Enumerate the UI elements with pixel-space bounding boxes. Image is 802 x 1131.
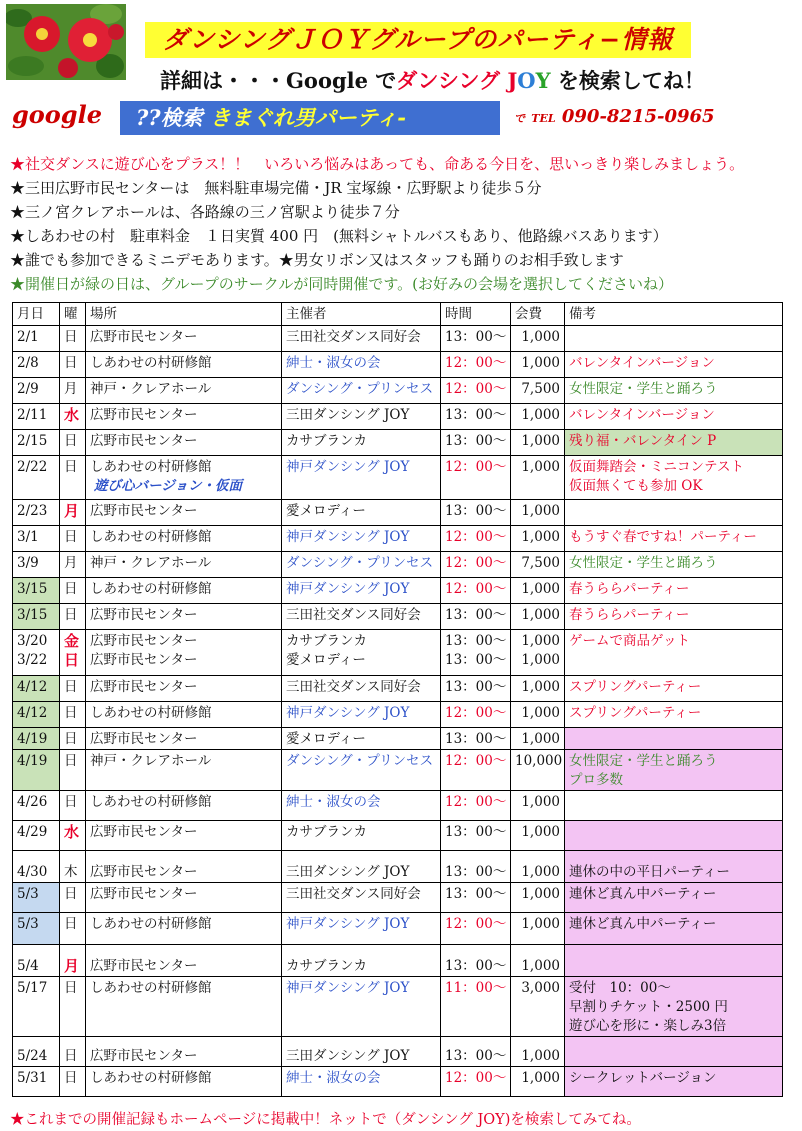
cell-time: 12：00～ <box>441 352 511 378</box>
cell-place: 広野市民センター <box>86 404 282 430</box>
cell-line: 金 <box>64 632 80 650</box>
cell-day: 日 <box>60 526 86 552</box>
table-row <box>13 883 783 913</box>
cell-place: 広野市民センター <box>86 604 282 630</box>
cell-line: 広野市民センター <box>90 633 198 649</box>
tel-label: TEL <box>531 112 556 125</box>
cell-organizer: 神戸ダンシング JOY <box>282 977 441 1037</box>
table-row <box>13 676 783 702</box>
cell-fee: 1,000 <box>511 1037 565 1067</box>
col-organizer: 主催者 <box>282 303 441 326</box>
cell-fee: 1,000 <box>511 883 565 913</box>
cell-organizer: 三田社交ダンス同好会 <box>282 604 441 630</box>
note-item: ★三田広野市民センターは 無料駐車場完備・JR 宝塚線・広野駅より徒歩５分 <box>10 179 542 197</box>
cell-time: 12：00～ <box>441 913 511 945</box>
cell-note <box>565 821 783 851</box>
cell-organizer: 紳士・淑女の会 <box>282 1067 441 1097</box>
cell-date: 3/15 <box>13 604 60 630</box>
note-item: ★しあわせの村 駐車料金 １日実質 400 円 (無料シャトルバスもあり、他路線バスあります） <box>10 227 668 245</box>
cell-note: 残り福・バレンタイン P <box>565 430 783 456</box>
search-tail: で <box>514 112 525 125</box>
cell-day: 月 <box>60 552 86 578</box>
cell-organizer: 神戸ダンシング JOY <box>282 702 441 728</box>
col-fee: 会費 <box>511 303 565 326</box>
cell-place: しあわせの村研修館 <box>86 702 282 728</box>
cell-place: 広野市民センター <box>86 1037 282 1067</box>
cell-place: しあわせの村研修館 <box>86 578 282 604</box>
table-row <box>13 728 783 750</box>
cell-day: 日 <box>60 456 86 500</box>
cell-organizer: 神戸ダンシング JOY <box>282 913 441 945</box>
cell-time: 13：00～ <box>441 604 511 630</box>
cell-time: 13：00～ <box>441 500 511 526</box>
cell-date: 4/19 <box>13 750 60 791</box>
cell-date <box>13 630 60 676</box>
cell-organizer: 神戸ダンシング JOY <box>282 526 441 552</box>
cell-day: 日 <box>60 604 86 630</box>
cell-organizer: ダンシング・プリンセス <box>282 552 441 578</box>
cell-organizer: カサブランカ <box>282 430 441 456</box>
cell-line: 愛メロディー <box>286 652 366 668</box>
table-row <box>13 456 783 500</box>
table-row <box>13 352 783 378</box>
cell-place: 広野市民センター <box>86 326 282 352</box>
cell-note <box>565 1037 783 1067</box>
cell-place: 広野市民センター <box>86 883 282 913</box>
cell-place: 広野市民センター <box>86 851 282 883</box>
cell-time: 12：00～ <box>441 378 511 404</box>
col-place: 場所 <box>86 303 282 326</box>
table-row <box>13 1037 783 1067</box>
footer-note: ★これまでの開催記録もホームページに掲載中！ネットで（ダンシング JOY)を検索してみてね。 <box>10 1112 641 1128</box>
cell-note <box>565 750 783 791</box>
cell-line: プロ多数 <box>569 772 623 788</box>
cell-place: しあわせの村研修館 <box>86 791 282 821</box>
cell-day: 月 <box>60 945 86 977</box>
table-header-row <box>13 303 783 326</box>
cell-day <box>60 630 86 676</box>
cell-line: 1,000 <box>521 652 560 668</box>
cell-note: 春うららパーティー <box>565 578 783 604</box>
cell-time: 12：00～ <box>441 456 511 500</box>
cell-line: 早割りチケット・2500 円 <box>569 999 728 1015</box>
cell-day: 日 <box>60 913 86 945</box>
cell-place: 神戸・クレアホール <box>86 750 282 791</box>
cell-day: 水 <box>60 404 86 430</box>
cell-place: しあわせの村研修館 <box>86 977 282 1037</box>
cell-date: 5/17 <box>13 977 60 1037</box>
cell-date: 5/3 <box>13 883 60 913</box>
instruction-y: Y <box>535 68 551 93</box>
cell-time: 13：00～ <box>441 326 511 352</box>
cell-place: しあわせの村研修館 <box>86 1067 282 1097</box>
cell-date: 5/24 <box>13 1037 60 1067</box>
cell-date: 2/23 <box>13 500 60 526</box>
page-title: ダンシングＪＯＹグループのパーティ−情報 <box>145 22 691 58</box>
cell-fee: 1,000 <box>511 326 565 352</box>
cell-note <box>565 728 783 750</box>
table-row <box>13 404 783 430</box>
table-row <box>13 977 783 1037</box>
col-note: 備考 <box>565 303 783 326</box>
table-row <box>13 750 783 791</box>
cell-note: ゲームで商品ゲット <box>565 630 783 676</box>
cell-time: 13：00～ <box>441 430 511 456</box>
cell-place: しあわせの村研修館 <box>86 352 282 378</box>
cell-fee: 1,000 <box>511 430 565 456</box>
cell-fee: 1,000 <box>511 851 565 883</box>
col-day: 曜 <box>60 303 86 326</box>
note-item: ★開催日が緑の日は、グループのサークルが同時開催です。(お好みの会場を選択してくださいね） <box>10 275 674 293</box>
instruction-prefix: 詳細は・・・Google で <box>160 68 397 93</box>
cell-fee: 1,000 <box>511 728 565 750</box>
cell-date: 5/4 <box>13 945 60 977</box>
cell-date: 3/9 <box>13 552 60 578</box>
cell-line: 13：00～ <box>445 652 507 668</box>
cell-day: 日 <box>60 728 86 750</box>
cell-fee: 7,500 <box>511 552 565 578</box>
cell-fee: 1,000 <box>511 676 565 702</box>
cell-fee: 1,000 <box>511 913 565 945</box>
cell-note: 連休の中の平日パーティー <box>565 851 783 883</box>
search-keyword: きまぐれ男パーティ- <box>209 105 406 130</box>
instruction-suffix: を検索してね！ <box>557 68 705 93</box>
cell-note: 連休ど真ん中パーティー <box>565 883 783 913</box>
cell-date: 5/3 <box>13 913 60 945</box>
note-item: ★三ノ宮クレアホールは、各路線の三ノ宮駅より徒歩７分 <box>10 203 400 221</box>
cell-day: 日 <box>60 430 86 456</box>
cell-note: スプリングパーティー <box>565 676 783 702</box>
cell-day: 水 <box>60 821 86 851</box>
cell-note: 連休ど真ん中パーティー <box>565 913 783 945</box>
cell-date: 2/9 <box>13 378 60 404</box>
cell-time: 12：00～ <box>441 1067 511 1097</box>
table-row <box>13 604 783 630</box>
cell-organizer: 三田ダンシング JOY <box>282 404 441 430</box>
cell-line: 3/20 <box>17 633 48 649</box>
cell-fee: 1,000 <box>511 526 565 552</box>
cell-note <box>565 945 783 977</box>
table-row <box>13 500 783 526</box>
cell-note: 女性限定・学生と踊ろう <box>565 552 783 578</box>
cell-day: 月 <box>60 378 86 404</box>
cell-place: しあわせの村研修館 <box>86 913 282 945</box>
table-row <box>13 851 783 883</box>
col-date: 月日 <box>13 303 60 326</box>
table-row <box>13 526 783 552</box>
instruction-keyword: ダンシング <box>396 68 501 93</box>
cell-date: 2/15 <box>13 430 60 456</box>
cell-line: しあわせの村研修館 <box>90 459 212 475</box>
cell-time: 12：00～ <box>441 791 511 821</box>
search-box <box>120 101 500 135</box>
cell-line: 受付 10：00～ <box>569 980 671 996</box>
cell-note <box>565 977 783 1037</box>
cell-line: 1,000 <box>521 633 560 649</box>
cell-time: 13：00～ <box>441 945 511 977</box>
cell-place <box>86 456 282 500</box>
cell-line: 3/22 <box>17 652 48 668</box>
table-row <box>13 630 783 676</box>
cell-date: 2/11 <box>13 404 60 430</box>
cell-day: 日 <box>60 702 86 728</box>
cell-time: 13：00～ <box>441 1037 511 1067</box>
cell-organizer: 愛メロディー <box>282 500 441 526</box>
table-row <box>13 791 783 821</box>
cell-line: 遊び心バージョン・仮面 <box>94 478 242 494</box>
cell-organizer: 神戸ダンシング JOY <box>282 456 441 500</box>
tel-number: 090-8215-0965 <box>561 106 715 127</box>
cell-time: 12：00～ <box>441 702 511 728</box>
phone-contact <box>514 106 715 127</box>
instruction-j: J <box>507 68 518 93</box>
google-label: google <box>12 100 102 129</box>
cell-date: 4/29 <box>13 821 60 851</box>
cell-date: 2/8 <box>13 352 60 378</box>
cell-time: 12：00～ <box>441 552 511 578</box>
cell-fee <box>511 630 565 676</box>
cell-organizer: 神戸ダンシング JOY <box>282 578 441 604</box>
cell-day: 日 <box>60 791 86 821</box>
cell-organizer: 三田ダンシング JOY <box>282 851 441 883</box>
table-row <box>13 821 783 851</box>
cell-fee: 10,000 <box>511 750 565 791</box>
cell-date: 4/26 <box>13 791 60 821</box>
cell-line: 遊び心を形に・楽しみ3倍 <box>569 1018 727 1034</box>
cell-place <box>86 630 282 676</box>
instruction-o: O <box>517 68 536 93</box>
cell-place: 神戸・クレアホール <box>86 552 282 578</box>
cell-organizer: 紳士・淑女の会 <box>282 791 441 821</box>
cell-time: 13：00～ <box>441 676 511 702</box>
table-row <box>13 913 783 945</box>
table-row <box>13 578 783 604</box>
cell-note: 春うららパーティー <box>565 604 783 630</box>
cell-date: 4/19 <box>13 728 60 750</box>
col-time: 時間 <box>441 303 511 326</box>
cell-place: 広野市民センター <box>86 500 282 526</box>
cell-fee: 1,000 <box>511 352 565 378</box>
cell-place: 広野市民センター <box>86 821 282 851</box>
cell-organizer: ダンシング・プリンセス <box>282 750 441 791</box>
cell-organizer: ダンシング・プリンセス <box>282 378 441 404</box>
cell-date: 4/12 <box>13 676 60 702</box>
cell-date: 2/22 <box>13 456 60 500</box>
cell-line: 女性限定・学生と踊ろう <box>569 753 718 769</box>
cell-time: 11：00～ <box>441 977 511 1037</box>
cell-day: 日 <box>60 578 86 604</box>
cell-note <box>565 791 783 821</box>
cell-fee: 1,000 <box>511 702 565 728</box>
cell-date: 3/15 <box>13 578 60 604</box>
cell-place: 神戸・クレアホール <box>86 378 282 404</box>
cell-date: 5/31 <box>13 1067 60 1097</box>
cell-fee: 1,000 <box>511 945 565 977</box>
cell-fee: 3,000 <box>511 977 565 1037</box>
cell-time: 12：00～ <box>441 750 511 791</box>
cell-time: 13：00～ <box>441 821 511 851</box>
cell-fee: 1,000 <box>511 1067 565 1097</box>
cell-place: 広野市民センター <box>86 430 282 456</box>
cell-fee: 1,000 <box>511 578 565 604</box>
cell-note: シークレットバージョン <box>565 1067 783 1097</box>
cell-time: 13：00～ <box>441 851 511 883</box>
cell-day: 木 <box>60 851 86 883</box>
cell-day: 日 <box>60 977 86 1037</box>
cell-day: 日 <box>60 883 86 913</box>
cell-note <box>565 456 783 500</box>
table-row <box>13 552 783 578</box>
cell-fee: 1,000 <box>511 821 565 851</box>
cell-line: 日 <box>64 651 80 669</box>
cell-fee: 1,000 <box>511 500 565 526</box>
search-query-mark: ??検索 <box>136 105 203 130</box>
notes-list <box>10 152 800 296</box>
cell-fee: 7,500 <box>511 378 565 404</box>
cell-time: 13：00～ <box>441 404 511 430</box>
cell-note <box>565 326 783 352</box>
table-row <box>13 945 783 977</box>
cell-organizer: 愛メロディー <box>282 728 441 750</box>
cell-note: スプリングパーティー <box>565 702 783 728</box>
table-row <box>13 1067 783 1097</box>
cell-line: 仮面無くても参加 OK <box>569 478 703 494</box>
table-row <box>13 378 783 404</box>
cell-time: 13：00～ <box>441 728 511 750</box>
cell-place: しあわせの村研修館 <box>86 526 282 552</box>
cell-note: 女性限定・学生と踊ろう <box>565 378 783 404</box>
cell-place: 広野市民センター <box>86 676 282 702</box>
cell-time: 12：00～ <box>441 526 511 552</box>
cell-day: 日 <box>60 676 86 702</box>
cell-fee: 1,000 <box>511 791 565 821</box>
cell-organizer: カサブランカ <box>282 821 441 851</box>
cell-date: 4/30 <box>13 851 60 883</box>
cell-organizer: 三田社交ダンス同好会 <box>282 883 441 913</box>
table-row <box>13 702 783 728</box>
cell-day: 月 <box>60 500 86 526</box>
cell-day: 日 <box>60 1037 86 1067</box>
cell-day: 日 <box>60 750 86 791</box>
cell-note: バレンタインバージョン <box>565 404 783 430</box>
cell-time: 12：00～ <box>441 578 511 604</box>
schedule-table <box>12 302 783 1097</box>
cell-date: 2/1 <box>13 326 60 352</box>
cell-note: バレンタインバージョン <box>565 352 783 378</box>
cell-line: 仮面舞踏会・ミニコンテスト <box>569 459 744 475</box>
cell-day: 日 <box>60 352 86 378</box>
cell-organizer <box>282 630 441 676</box>
cell-fee: 1,000 <box>511 456 565 500</box>
cell-organizer: 三田社交ダンス同好会 <box>282 326 441 352</box>
cell-line: カサブランカ <box>286 633 367 649</box>
cell-organizer: 紳士・淑女の会 <box>282 352 441 378</box>
cell-place: 広野市民センター <box>86 945 282 977</box>
cell-line: 13：00～ <box>445 633 507 649</box>
search-instruction <box>160 66 720 96</box>
cell-place: 広野市民センター <box>86 728 282 750</box>
note-item: ★社交ダンスに遊び心をプラス！！ いろいろ悩みはあっても、命ある今日を、思いっきり楽しみましょう。 <box>10 155 745 173</box>
table-row <box>13 326 783 352</box>
cell-fee: 1,000 <box>511 404 565 430</box>
cell-note: もうすぐ春ですね！パーティー <box>565 526 783 552</box>
cell-line: 広野市民センター <box>90 652 198 668</box>
camellia-flower-image <box>6 4 126 80</box>
cell-date: 4/12 <box>13 702 60 728</box>
cell-organizer: 三田社交ダンス同好会 <box>282 676 441 702</box>
cell-note <box>565 500 783 526</box>
table-row <box>13 430 783 456</box>
note-item: ★誰でも参加できるミニデモあります。★男女リボン又はスタッフも踊りのお相手致します <box>10 251 624 269</box>
cell-organizer: カサブランカ <box>282 945 441 977</box>
cell-time <box>441 630 511 676</box>
cell-fee: 1,000 <box>511 604 565 630</box>
cell-date: 3/1 <box>13 526 60 552</box>
cell-organizer: 三田ダンシング JOY <box>282 1037 441 1067</box>
cell-day: 日 <box>60 326 86 352</box>
cell-time: 13：00～ <box>441 883 511 913</box>
cell-day: 日 <box>60 1067 86 1097</box>
